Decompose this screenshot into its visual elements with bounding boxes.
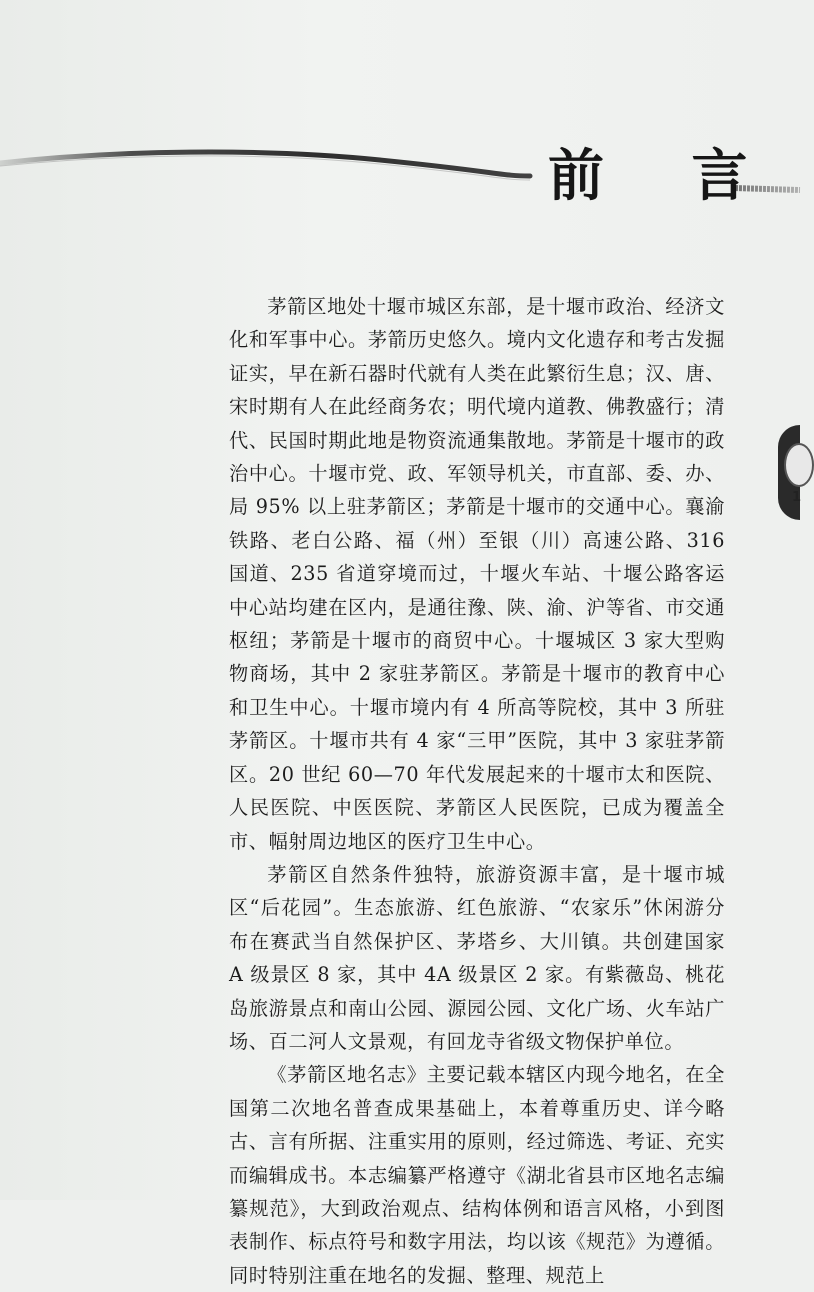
- side-emblem-tab: [778, 425, 800, 520]
- decorative-curve-line: [0, 0, 800, 260]
- emblem-icon: [784, 443, 814, 487]
- paragraph-2: 茅箭区自然条件独特，旅游资源丰富，是十堰市城区“后花园”。生态旅游、红色旅游、“农家乐”休闲游分布在赛武当自然保护区、茅塔乡、大川镇。共创建国家 A 级景区 8 家，其中 4A 级景区 2 家。有紫薇岛、桃花岛旅游景点和南山公园、源园公园、文化广场、火车站广场、百二河人文景观，有回龙寺省级文物保护单位。: [229, 862, 725, 1053]
- page-title: 前 言: [548, 143, 782, 209]
- paragraph-1: 茅箭区地处十堰市城区东部，是十堰市政治、经济文化和军事中心。茅箭历史悠久。境内文化遗存和考古发掘证实，早在新石器时代就有人类在此繁衍生息；汉、唐、宋时期有人在此经商务农；明代境内道教、佛教盛行；清代、民国时期此地是物资流通集散地。茅箭是十堰市的政治中心。十堰市党、政、军领导机关，市直部、委、办、局 95% 以上驻茅箭区；茅箭是十堰市的交通中心。襄渝铁路、老白公路、福（州）至银（川）高速公路、316 国道、235 省道穿境而过，十堰火车站、十堰公路客运中心站均建在区内，是通往豫、陕、渝、沪等省、市交通枢纽；茅箭是十堰市的商贸中心。十堰城区 3 家大型购物商场，其中 2 家驻茅箭区。茅箭是十堰市的教育中心和卫生中心。十堰市境内有 4 所高等院校，其中 3 所驻茅箭区。十堰市共有 4 家“三甲”医院，其中 3 家驻茅箭区。20 世纪 60—70 年代发展起来的十堰市太和医院、人民医院、中医医院、茅箭区人民医院，已成为覆盖全市、幅射周边地区的医疗卫生中心。: [229, 295, 725, 853]
- page-number-fragment: 1: [792, 490, 802, 505]
- preface-body: [229, 290, 725, 1292]
- paragraph-3: 《茅箭区地名志》主要记载本辖区内现今地名，在全国第二次地名普查成果基础上，本着尊重历史、详今略古、言有所据、注重实用的原则，经过筛选、考证、充实而编辑成书。本志编纂严格遵守《湖北省县市区地名志编纂规范》，大到政治观点、结构体例和语言风格，小到图表制作、标点符号和数字用法，均以该《规范》为遵循。同时特别注重在地名的发掘、整理、规范上: [229, 1063, 725, 1287]
